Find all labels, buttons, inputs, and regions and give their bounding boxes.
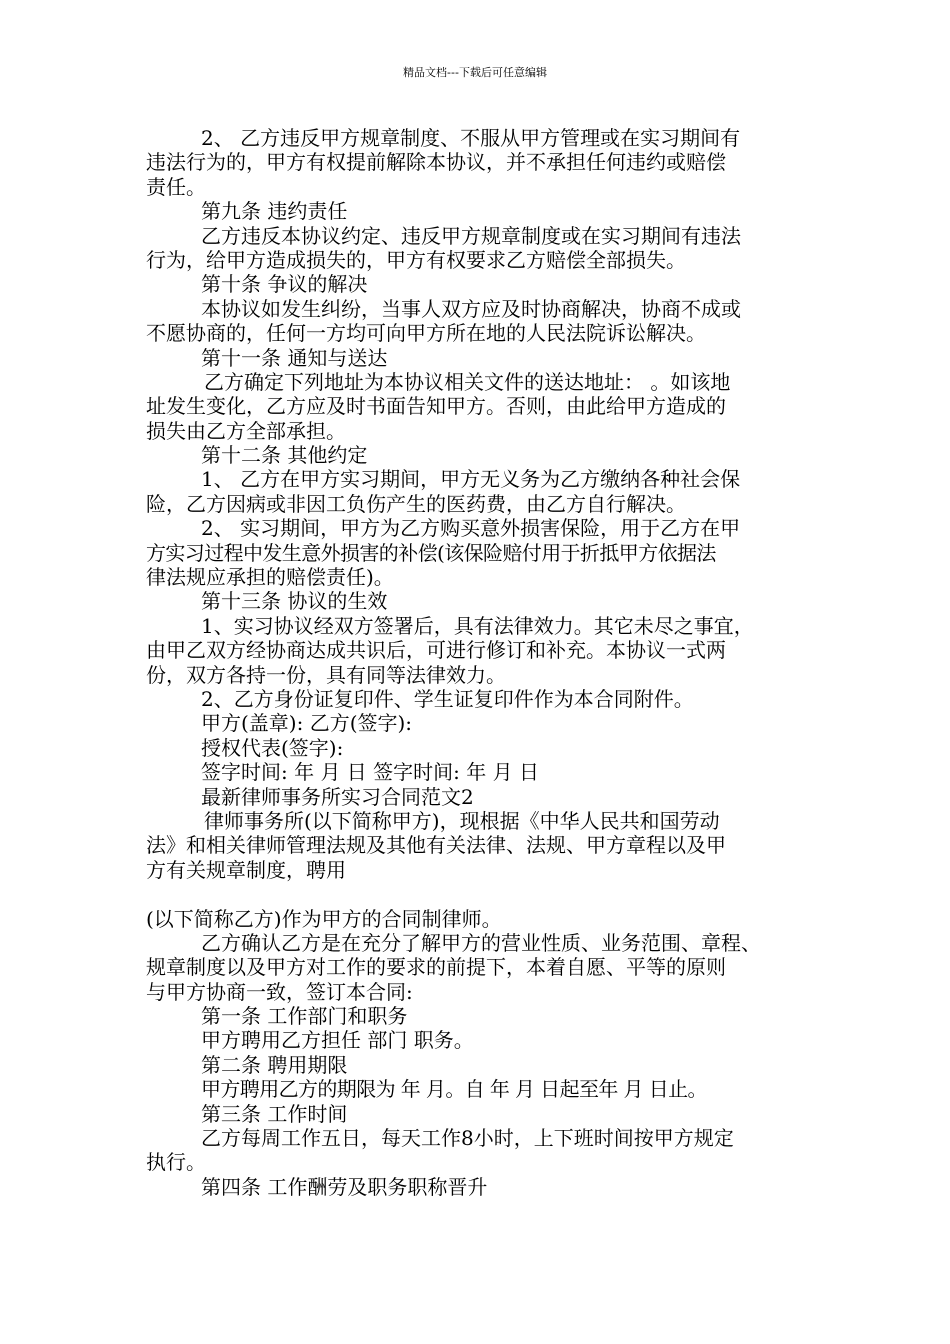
document-title: 最新律师事务所实习合同范文2 xyxy=(201,784,474,809)
text-line: 损失由乙方全部承担。 xyxy=(146,418,346,443)
text-line: 乙方确认乙方是在充分了解甲方的营业性质、业务范围、章程、 xyxy=(201,930,761,955)
text-line: 规章制度以及甲方对工作的要求的前提下，本着自愿、平等的原则 xyxy=(146,955,726,980)
text-line: 与甲方协商一致，签订本合同: xyxy=(146,979,413,1004)
text-line: 律师事务所(以下简称甲方)，现根据《中华人民共和国劳动 xyxy=(204,808,720,833)
page-header: 精品文档---下载后可任意编辑 xyxy=(403,66,547,79)
section-heading: 第十条 争议的解决 xyxy=(201,272,368,297)
text-line: 律法规应承担的赔偿责任)。 xyxy=(146,565,394,590)
text-line: 乙方确定下列地址为本协议相关文件的送达地址： 。如该地 xyxy=(204,369,731,394)
text-line: 方有关规章制度，聘用 xyxy=(146,857,346,882)
signature-date-line: 签字时间: 年 月 日 签字时间: 年 月 日 xyxy=(201,760,539,785)
text-line: 由甲乙双方经协商达成共识后，可进行修订和补充。本协议一式两 xyxy=(146,638,726,663)
text-line: 乙方违反本协议约定、违反甲方规章制度或在实习期间有违法 xyxy=(201,223,741,248)
text-line: 1、 乙方在甲方实习期间，甲方无义务为乙方缴纳各种社会保 xyxy=(201,467,741,492)
section-heading: 第一条 工作部门和职务 xyxy=(201,1004,408,1029)
signature-line: 甲方(盖章): 乙方(签字): xyxy=(201,711,413,736)
section-heading: 第九条 违约责任 xyxy=(201,199,348,224)
section-heading: 第二条 聘用期限 xyxy=(201,1052,348,1077)
text-line: 行为，给甲方造成损失的，甲方有权要求乙方赔偿全部损失。 xyxy=(146,247,686,272)
text-line: 份，双方各持一份，具有同等法律效力。 xyxy=(146,662,506,687)
section-heading: 第四条 工作酬劳及职务职称晋升 xyxy=(201,1174,488,1199)
text-line: 2、乙方身份证复印件、学生证复印件作为本合同附件。 xyxy=(201,686,694,711)
text-line: 1、实习协议经双方签署后，具有法律效力。其它未尽之事宜， xyxy=(201,613,754,638)
text-line: 责任。 xyxy=(146,174,206,199)
signature-line: 授权代表(签字): xyxy=(201,735,344,760)
text-line: 甲方聘用乙方的期限为 年 月。自 年 月 日起至年 月 日止。 xyxy=(201,1077,707,1102)
document-body xyxy=(146,126,806,1199)
text-line: 执行。 xyxy=(146,1150,206,1175)
blank-line xyxy=(146,882,806,906)
text-line: 甲方聘用乙方担任 部门 职务。 xyxy=(201,1028,474,1053)
text-line: 本协议如发生纠纷，当事人双方应及时协商解决，协商不成或 xyxy=(201,296,741,321)
text-line: 乙方每周工作五日，每天工作8小时，上下班时间按甲方规定 xyxy=(201,1126,734,1151)
text-line: 法》和相关律师管理法规及其他有关法律、法规、甲方章程以及甲 xyxy=(146,833,726,858)
text-line: 2、 乙方违反甲方规章制度、不服从甲方管理或在实习期间有 xyxy=(201,126,741,150)
section-heading: 第十二条 其他约定 xyxy=(201,443,368,468)
section-heading: 第三条 工作时间 xyxy=(201,1101,348,1126)
section-heading: 第十三条 协议的生效 xyxy=(201,589,388,614)
section-heading: 第十一条 通知与送达 xyxy=(201,345,388,370)
text-line: 方实习过程中发生意外损害的补偿(该保险赔付用于折抵甲方依据法 xyxy=(146,540,716,565)
text-line: (以下简称乙方)作为甲方的合同制律师。 xyxy=(146,906,502,931)
text-line: 不愿协商的，任何一方均可向甲方所在地的人民法院诉讼解决。 xyxy=(146,321,706,346)
text-line: 2、 实习期间，甲方为乙方购买意外损害保险，用于乙方在甲 xyxy=(201,516,741,541)
text-line: 址发生变化，乙方应及时书面告知甲方。否则，由此给甲方造成的 xyxy=(146,394,726,419)
text-line: 险，乙方因病或非因工负伤产生的医药费，由乙方自行解决。 xyxy=(146,491,686,516)
text-line: 违法行为的，甲方有权提前解除本协议，并不承担任何违约或赔偿 xyxy=(146,150,726,175)
